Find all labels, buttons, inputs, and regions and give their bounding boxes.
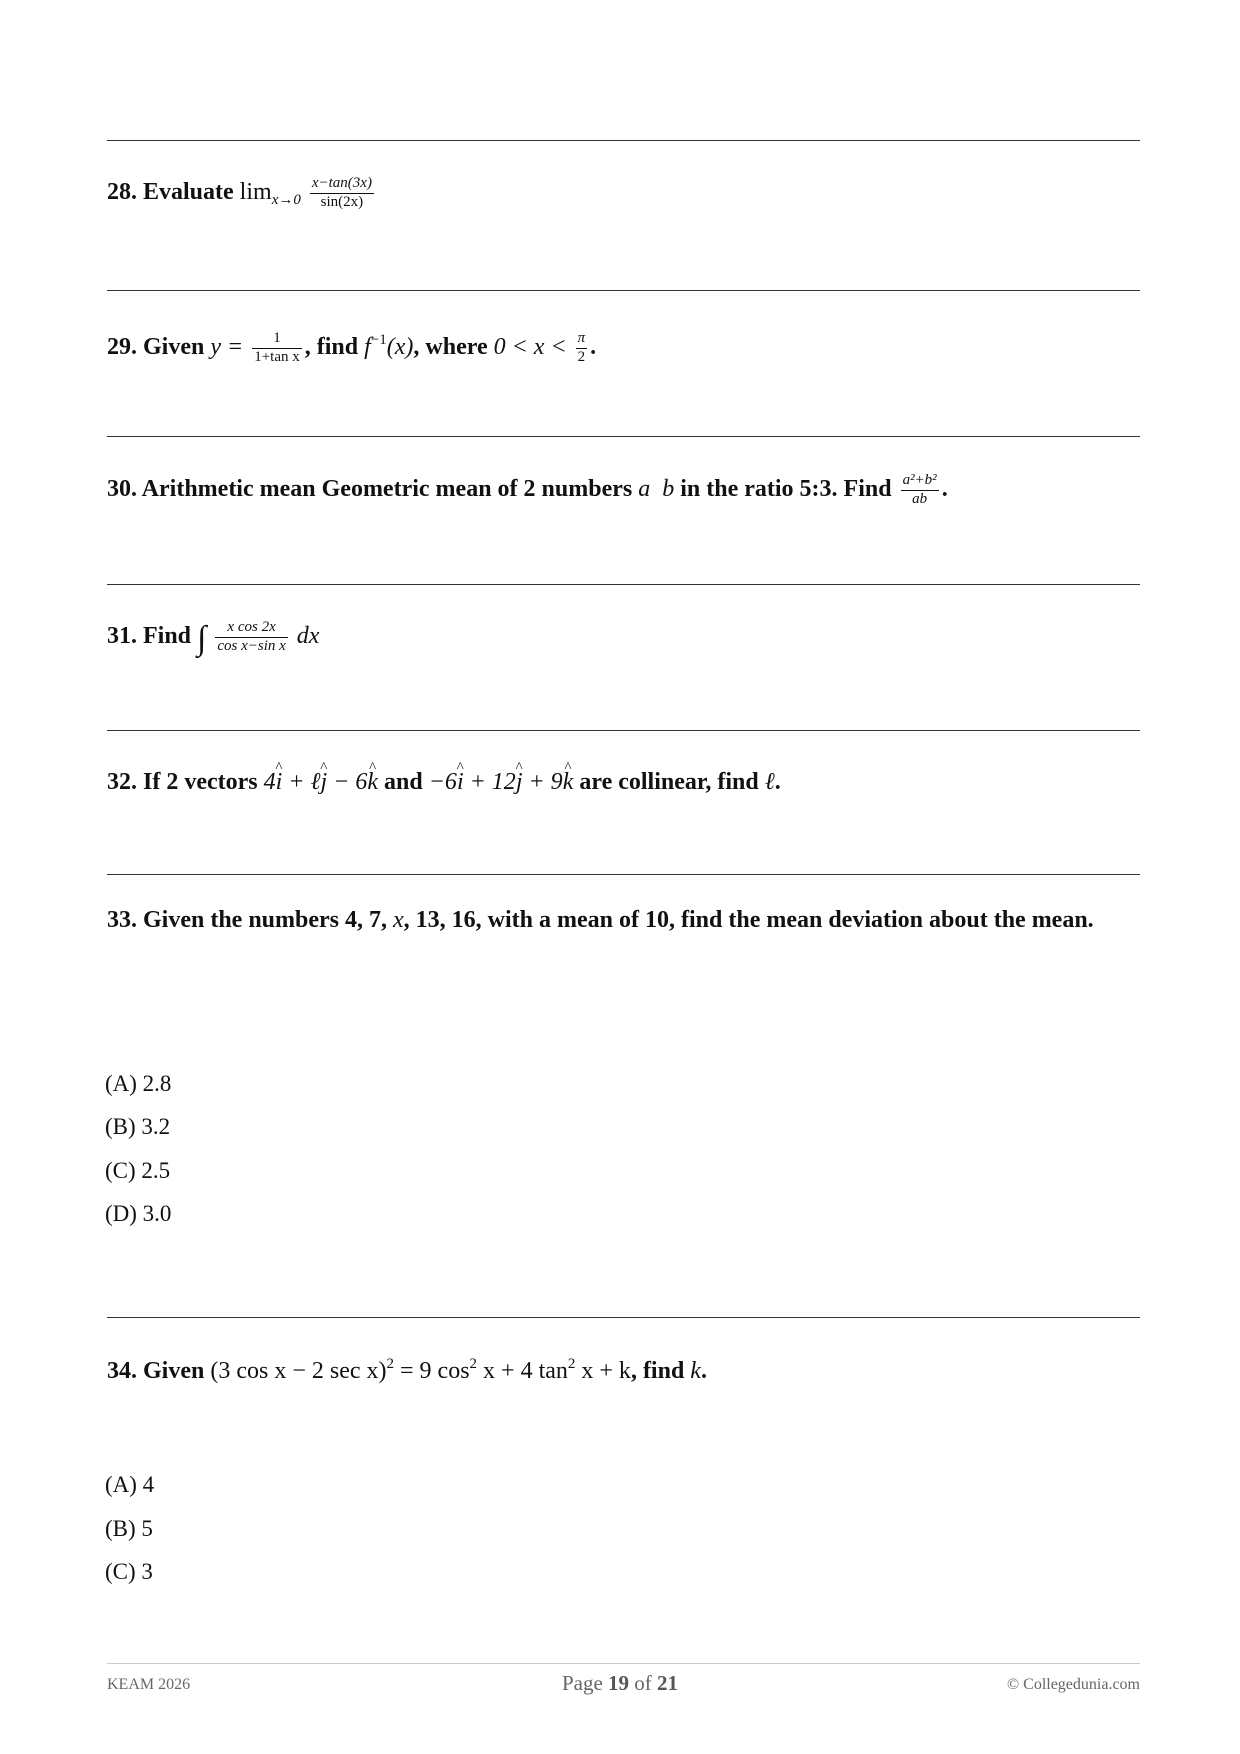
limit-operator: $\lim_{x\to 0}$: [239, 179, 301, 208]
question-30: 30. Arithmetic mean Geometric mean of 2 numbers a b in the ratio 5:3. Find $\frac{\text{a²+b²}}{ab}$ .: [107, 472, 948, 507]
ratio-fraction: $\frac{\text{a²+b²}}{ab}$: [902, 472, 937, 507]
divider-28-29: [107, 290, 1140, 291]
integrand-fraction: $\frac{\text{x cos 2x}}{\text{cos x−sin x}}$: [217, 619, 286, 654]
q33-option-d: (D) 3.0: [105, 1201, 172, 1226]
limit-fraction: $\frac{x-\tan(3x)}{\sin(2x)}$: [311, 175, 372, 210]
q33-option-a: (A) 2.8: [105, 1071, 172, 1096]
divider-top: [107, 140, 1140, 141]
footer-copyright: © Collegedunia.com: [1006, 1676, 1140, 1693]
equation: (3 cos x − 2 sec x)$^2$ = 9 $\cos^2 x + 4$ $\tan^2 x + k$: [210, 1356, 631, 1384]
divider-33-34: [107, 1317, 1140, 1318]
question-29: 29. Given y = $\frac{1}{\text{1+tan x}}$ , find $f^{-1}(x)$, where 0 < x < $\frac{\pi}{2}$ .: [107, 330, 597, 365]
q33-option-c: (C) 2.5: [105, 1158, 171, 1183]
pi-over-two: $\frac{\pi}{2}$: [577, 330, 586, 365]
vector-2: −6i ^ + 12j ^ + 9k ^: [429, 769, 574, 795]
integral-sign: ∫: [197, 620, 207, 657]
question-28: 28. Evaluate $\lim_{x\to 0}$ $\frac{x-\tan(3x)}{\sin(2x)}$: [107, 175, 372, 210]
y-fraction: $\frac{1}{\text{1+tan x}}$: [254, 330, 300, 365]
footer-exam-name: KEAM 2026: [107, 1676, 191, 1693]
question-33: 33. Given the numbers 4, 7, x, 13, 16, with a mean of 10, find the mean deviation about the mean.: [107, 907, 1094, 933]
vector-1: 4i ^ + ℓj ^ − 6k ^: [264, 769, 378, 795]
question-31: 31. Find ∫ $\frac{\text{x cos 2x}}{\text{cos x−sin x}}$ dx: [107, 619, 320, 657]
divider-30-31: [107, 584, 1140, 585]
question-34: 34. Given (3 cos x − 2 sec x)$^2$ = 9 $\cos^2 x + 4$ $\tan^2 x + k$, find k.: [107, 1356, 707, 1384]
page-number: Page 19 of 21: [561, 1671, 679, 1695]
divider-31-32: [107, 730, 1140, 731]
q34-option-c: (C) 3: [105, 1559, 153, 1584]
q34-option-b: (B) 5: [105, 1516, 153, 1541]
question-32: 32. If 2 vectors 4i ^ + ℓj ^ − 6k ^ and −6i ^ + 12j ^ + 9k ^ are collinear, find ℓ.: [107, 760, 1147, 804]
q34-option-a: (A) 4: [105, 1472, 155, 1497]
q33-option-b: (B) 3.2: [105, 1114, 171, 1139]
footer-divider: [107, 1663, 1140, 1664]
divider-29-30: [107, 436, 1140, 437]
divider-32-33: [107, 874, 1140, 875]
